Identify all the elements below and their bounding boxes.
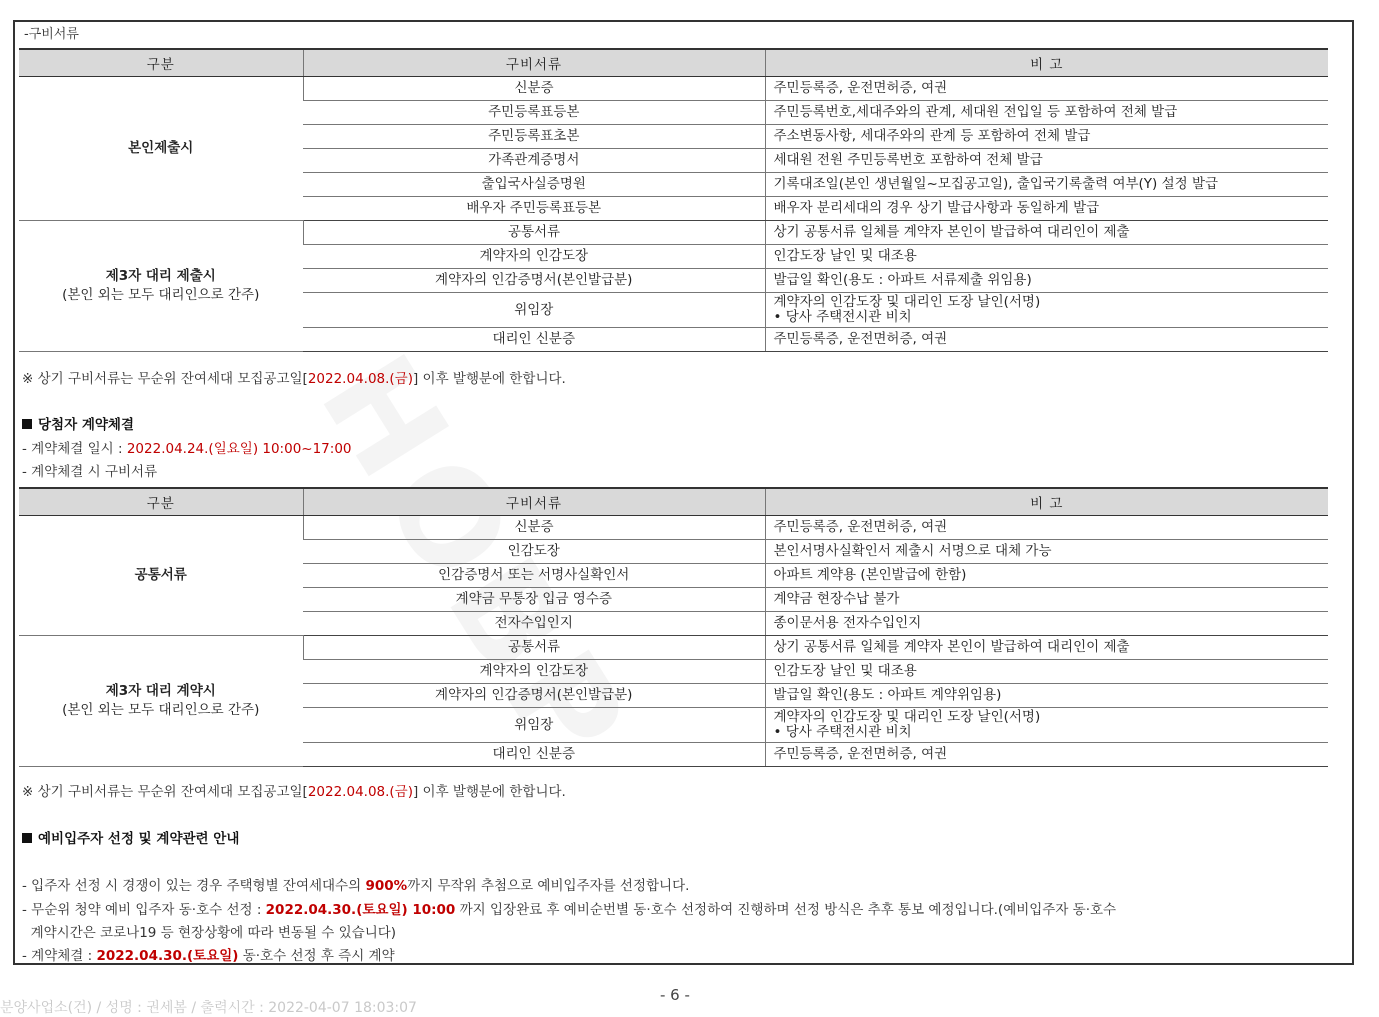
remark-cell: 주민등록증, 운전면허증, 여권 [765,516,1328,540]
document-cell: 전자수입인지 [303,612,765,636]
document-cell: 공통서류 [303,636,765,660]
print-metadata: 분양사업소(건) / 성명 : 권세봄 / 출력시간 : 2022-04-07 18:03:07 [0,1000,417,1016]
remark-cell: 아파트 계약용 (본인발급에 한함) [765,564,1328,588]
required-documents-table [19,48,1328,352]
header-remarks: 비 고 [765,488,1328,516]
header-remarks: 비 고 [765,49,1328,77]
document-cell: 주민등록표등본 [303,101,765,125]
remark-cell: 주민등록증, 운전면허증, 여권 [765,743,1328,767]
header-documents: 구비서류 [303,488,765,516]
table-row [19,516,1328,540]
document-cell: 가족관계증명서 [303,149,765,173]
document-cell: 계약자의 인감도장 [303,660,765,684]
remark-cell: 계약금 현장수납 불가 [765,588,1328,612]
document-cell: 계약금 무통장 입금 영수증 [303,588,765,612]
document-cell: 주민등록표초본 [303,125,765,149]
remark-cell: 인감도장 날인 및 대조용 [765,660,1328,684]
table-header-row [19,49,1328,77]
remark-cell: 계약자의 인감도장 및 대리인 도장 날인(서명) • 당사 주택전시관 비치 [765,293,1328,328]
remark-cell: 상기 공통서류 일체를 계약자 본인이 발급하여 대리인이 제출 [765,221,1328,245]
reserve-line: - 무순위 청약 예비 입주자 동·호수 선정 : 2022.04.30.(토요일) 10:00 까지 입장완료 후 예비순번별 동·호수 선정하여 진행하며 선정 방식은 추후 통보 예정입니다.(예비입주자 동·호수 [22,902,1117,918]
reserve-line: 계약시간은 코로나19 등 현장상황에 따라 변동될 수 있습니다) [22,925,397,941]
square-bullet-icon [22,833,32,843]
document-cell: 대리인 신분증 [303,743,765,767]
documents-notice: ※ 상기 구비서류는 무순위 잔여세대 모집공고일[2022.04.08.(금)] 이후 발행분에 한합니다. [22,371,566,387]
document-cell: 계약자의 인감증명서(본인발급분) [303,269,765,293]
document-cell: 배우자 주민등록표등본 [303,197,765,221]
table-header-row [19,488,1328,516]
remark-cell: 기록대조일(본인 생년월일~모집공고일), 출입국기록출력 여부(Y) 설정 발급 [765,173,1328,197]
remark-cell: 발급일 확인(용도 : 아파트 서류제출 위임용) [765,269,1328,293]
remark-cell: 계약자의 인감도장 및 대리인 도장 날인(서명) • 당사 주택전시관 비치 [765,708,1328,743]
reserve-line: - 계약체결 : 2022.04.30.(토요일) 동·호수 선정 후 즉시 계약 [22,948,395,964]
category-cell: 공통서류 [19,516,303,636]
category-cell: 제3자 대리 제출시 (본인 외는 모두 대리인으로 간주) [19,221,303,352]
remark-cell: 인감도장 날인 및 대조용 [765,245,1328,269]
table-row [19,636,1328,660]
remark-cell: 주민등록번호,세대주와의 관계, 세대원 전입일 등 포함하여 전체 발급 [765,101,1328,125]
remark-cell: 주민등록증, 운전면허증, 여권 [765,77,1328,101]
header-documents: 구비서류 [303,49,765,77]
document-cell: 공통서류 [303,221,765,245]
remark-cell: 배우자 분리세대의 경우 상기 발급사항과 동일하게 발급 [765,197,1328,221]
document-cell: 신분증 [303,77,765,101]
header-category: 구분 [19,49,303,77]
document-cell: 인감증명서 또는 서명사실확인서 [303,564,765,588]
remark-cell: 상기 공통서류 일체를 계약자 본인이 발급하여 대리인이 제출 [765,636,1328,660]
remark-cell: 세대원 전원 주민등록번호 포함하여 전체 발급 [765,149,1328,173]
category-cell: 제3자 대리 계약시 (본인 외는 모두 대리인으로 간주) [19,636,303,767]
square-bullet-icon [22,419,32,429]
document-cell: 계약자의 인감도장 [303,245,765,269]
reserve-line: - 입주자 선정 시 경쟁이 있는 경우 주택형별 잔여세대수의 900%까지 무작위 추첨으로 예비입주자를 선정합니다. [22,878,690,894]
document-cell: 신분증 [303,516,765,540]
document-cell: 계약자의 인감증명서(본인발급분) [303,684,765,708]
document-cell: 인감도장 [303,540,765,564]
documents-notice: ※ 상기 구비서류는 무순위 잔여세대 모집공고일[2022.04.08.(금)] 이후 발행분에 한합니다. [22,784,566,800]
document-cell: 위임장 [303,293,765,328]
page-number: - 6 - [660,986,690,1004]
table-row [19,77,1328,101]
remark-cell: 주소변동사항, 세대주와의 관계 등 포함하여 전체 발급 [765,125,1328,149]
remark-cell: 본인서명사실확인서 제출시 서명으로 대체 가능 [765,540,1328,564]
contract-date-line: - 계약체결 일시 : 2022.04.24.(일요일) 10:00~17:00 [22,441,352,457]
contract-documents-table [19,487,1328,767]
document-cell: 대리인 신분증 [303,328,765,352]
section-label: -구비서류 [24,27,79,42]
table-row [19,221,1328,245]
reserve-section-title: 예비입주자 선정 및 계약관련 안내 [22,827,239,847]
contract-section-title: 당첨자 계약체결 [22,413,134,433]
document-cell: 출입국사실증명원 [303,173,765,197]
contract-docs-line: - 계약체결 시 구비서류 [22,464,158,480]
remark-cell: 주민등록증, 운전면허증, 여권 [765,328,1328,352]
category-cell: 본인제출시 [19,77,303,221]
document-cell: 위임장 [303,708,765,743]
header-category: 구분 [19,488,303,516]
remark-cell: 발급일 확인(용도 : 아파트 계약위임용) [765,684,1328,708]
remark-cell: 종이문서용 전자수입인지 [765,612,1328,636]
